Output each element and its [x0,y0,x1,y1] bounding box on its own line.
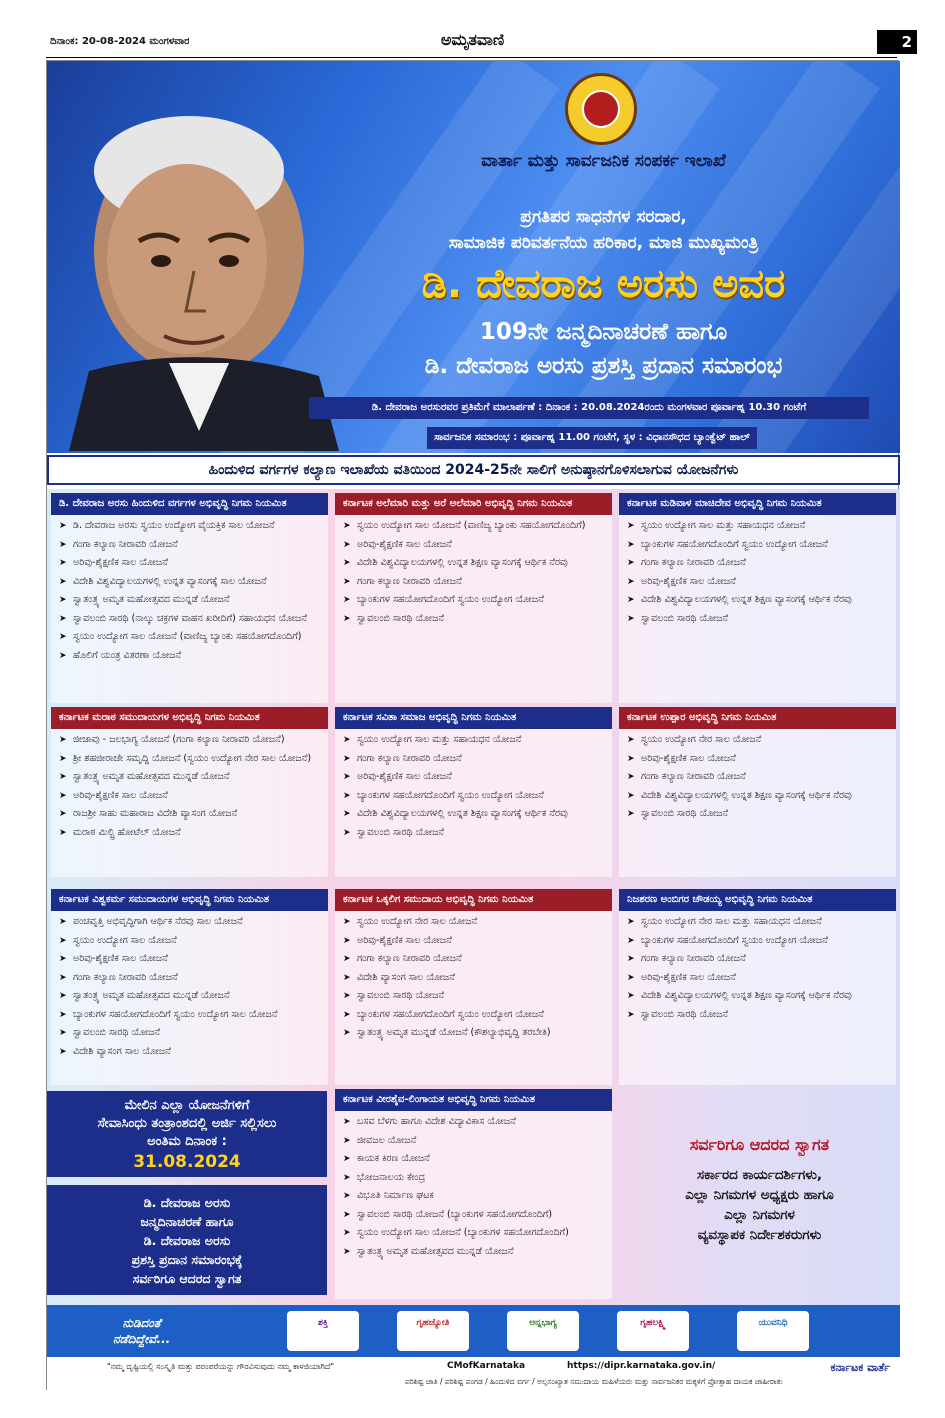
event-info-garland: ಡಿ. ದೇವರಾಜ ಅರಸುರವರ ಪ್ರತಿಮೆಗೆ ಮಾಲಾರ್ಪಣೆ : ದಿನಾಂಕ : 20.08.2024ರಂದು ಮಂಗಳವಾರ ಪೂರ್ವಾಹ್ನ 10.30 ಗಂಟೆಗೆ [309,397,869,419]
masthead-date: ದಿನಾಂಕ: 20-08-2024 ಮಂಗಳವಾರ [50,36,190,47]
invite-line: ಪ್ರಶಸ್ತಿ ಪ್ರದಾನ ಸಮಾರಂಭಕ್ಕೆ [131,1252,243,1267]
welcome-line: ವ್ಯವಸ್ಥಾಪಕ ನಿರ್ದೇಶಕರುಗಳು [697,1227,822,1243]
website-link[interactable]: https://dipr.karnataka.gov.in/ [567,1361,716,1371]
card-title: ಡಿ. ದೇವರಾಜ ಅರಸು ಹಿಂದುಳಿದ ವರ್ಗಗಳ ಅಭಿವೃದ್ಧಿ ನಿಗಮ ನಿಯಮಿತ [51,493,328,515]
list-item: ➤ ಗಂಗಾ ಕಲ್ಯಾಣ ನೀರಾವರಿ ಯೋಜನೆ [627,953,890,966]
list-item: ➤ ಗಂಗಾ ಕಲ್ಯಾಣ ನೀರಾವರಿ ಯೋಜನೆ [59,972,322,985]
list-item: ➤ ಬ್ಯಾಂಕುಗಳ ಸಹಯೋಗದೊಂದಿಗೆ ಸ್ವಯಂ ಉದ್ಯೋಗ ಯೋಜನೆ [343,594,606,607]
list-item: ➤ ಸ್ವಯಂ ಉದ್ಯೋಗ ಸಾಲ ಯೋಜನೆ (ವಾಣಿಜ್ಯ ಬ್ಯಾಂಕು ಸಹಯೋಗದೊಂದಿಗೆ) [59,631,322,644]
list-item: ➤ ಡಿ. ದೇವರಾಜ ಅರಸು ಸ್ವಯಂ ಉದ್ಯೋಗ ವೈಯಕ್ತಿಕ ಸಾಲ ಯೋಜನೆ [59,520,322,533]
footer-fine-print: ಪರಿಶಿಷ್ಟ ಜಾತಿ / ಪರಿಶಿಷ್ಟ ಪಂಗಡ / ಹಿಂದುಳಿದ ವರ್ಗ / ಅಲ್ಪಸಂಖ್ಯಾತ ಸಮುದಾಯ ಮಹಿಳೆಯರು ಮತ್ತು ಸಾರ್ವಜನಿಕರ ಮಕ್ಕಳಿಗೆ ಪ್ರೋತ್ಸಾಹ ದಾಯಕ ಜಾಹೀರಾತು [405,1377,783,1386]
list-item: ➤ ಸ್ವಾವಲಂಬಿ ಸಾರಥಿ ಯೋಜನೆ [627,808,890,821]
card-title: ಕರ್ನಾಟಕ ಉಪ್ಪಾರ ಅಭಿವೃದ್ಧಿ ನಿಗಮ ನಿಯಮಿತ [619,707,896,729]
list-item: ➤ ವಿದೇಶಿ ವಿಶ್ವವಿದ್ಯಾಲಯಗಳಲ್ಲಿ ಉನ್ನತ ಶಿಕ್ಷಣ ವ್ಯಾಸಂಗಕ್ಕೆ ಆರ್ಥಿಕ ನೆರವು [627,990,890,1003]
list-item: ➤ ವಿಭೂತಿ ನಿರ್ಮಾಣ ಘಟಕ [343,1190,606,1203]
list-item: ➤ ಅರಿವು-ಶೈಕ್ಷಣಿಕ ಸಾಲ ಯೋಜನೆ [627,753,890,766]
list-item: ➤ ಅರಿವು-ಶೈಕ್ಷಣಿಕ ಸಾಲ ಯೋಜನೆ [343,539,606,552]
welcome-line: ಸರ್ಕಾರದ ಕಾರ್ಯದರ್ಶಿಗಳು, [696,1167,823,1183]
list-item: ➤ ಸ್ವಾವಲಂಬಿ ಸಾರಥಿ ಯೋಜನೆ [343,990,606,1003]
list-item: ➤ ಸ್ವಾತಂತ್ರ್ಯ ಅಮೃತ ಮಹೋತ್ಸವದ ಮುನ್ನಡೆ ಯೋಜನೆ [59,990,322,1003]
list-item: ➤ ಸ್ವಾತಂತ್ರ್ಯ ಅಮೃತ ಮಹೋತ್ಸವದ ಮುನ್ನಡೆ ಯೋಜನೆ [59,594,322,607]
corporation-card [51,493,328,703]
list-item: ➤ ಬ್ಯಾಂಕುಗಳ ಸಹಯೋಗದೊಂದಿಗೆ ಸ್ವಯಂ ಉದ್ಯೋಗ ಯೋಜನೆ [627,935,890,948]
list-item: ➤ ವಿದೇಶಿ ವಿಶ್ವವಿದ್ಯಾಲಯಗಳಲ್ಲಿ ಉನ್ನತ ವ್ಯಾಸಂಗಕ್ಕೆ ಸಾಲ ಯೋಜನೆ [59,576,322,589]
slogan-line-2: ನಡೆದಿದ್ದೇವೆ... [113,1332,171,1346]
card-title: ಕರ್ನಾಟಕ ವೀರಶೈವ-ಲಿಂಗಾಯತ ಅಭಿವೃದ್ಧಿ ನಿಗಮ ನಿಯಮಿತ [335,1089,612,1111]
list-item: ➤ ಸ್ವಾತಂತ್ರ್ಯ ಅಮೃತ ಮಹೋತ್ಸವದ ಮುನ್ನಡೆ ಯೋಜನೆ [59,771,322,784]
list-item: ➤ ಸ್ವಯಂ ಉದ್ಯೋಗ ಸಾಲ ಮತ್ತು ಸಹಾಯಧನ ಯೋಜನೆ [343,734,606,747]
masthead [0,0,945,58]
corporation-card [51,889,328,1085]
invitation-box [47,1185,327,1295]
list-item: ➤ ವಿದೇಶಿ ವ್ಯಾಸಂಗ ಸಾಲ ಯೋಜನೆ [343,972,606,985]
welcome-line: ಎಲ್ಲಾ ನಿಗಮಗಳ ಅಧ್ಯಕ್ಷರು ಹಾಗೂ [685,1187,834,1203]
banner-line-2: ಸಾಮಾಜಿಕ ಪರಿವರ್ತನೆಯ ಹರಿಕಾರ, ಮಾಜಿ ಮುಖ್ಯಮಂತ್ರಿ [448,233,759,253]
list-item: ➤ ಸ್ವಾವಲಂಬಿ ಸಾರಥಿ ಯೋಜನೆ [627,613,890,626]
slogan [113,1315,170,1347]
corporation-card [335,889,612,1085]
list-item: ➤ ವಿದೇಶಿ ವ್ಯಾಸಂಗ ಸಾಲ ಯೋಜನೆ [59,1046,322,1059]
list-item: ➤ ಸ್ವಯಂ ಉದ್ಯೋಗ ನೇರ ಸಾಲ ಯೋಜನೆ [343,916,606,929]
social-handle[interactable]: CMofKarnataka [447,1361,526,1371]
footer-quote: "ನಮ್ಮ ದೃಷ್ಟಿಯಲ್ಲಿ ಸಂಸ್ಕೃತಿ ಮತ್ತು ಪರಂಪರೆಯನ್ನು ಗೌರವಿಸುವುದು ನಮ್ಮ ಕಾಳಜಿಯಾಗಿದೆ" [107,1362,335,1371]
list-item: ➤ ಗಂಗಾ ಕಲ್ಯಾಣ ನೀರಾವರಿ ಯೋಜನೆ [343,953,606,966]
list-item: ➤ ಅರಿವು-ಶೈಕ್ಷಣಿಕ ಸಾಲ ಯೋಜನೆ [59,790,322,803]
list-item: ➤ ಬಸವ ಬೆಳಗು ಹಾಗೂ ವಿದೇಶ ವಿದ್ಯಾವಿಕಾಸ ಯೋಜನೆ [343,1116,606,1129]
gruhalakshmi-logo-icon: ಗೃಹಲಕ್ಷ್ಮಿ [617,1311,689,1351]
corporation-card [335,707,612,877]
list-item: ➤ ಅರಿವು-ಶೈಕ್ಷಣಿಕ ಸಾಲ ಯೋಜನೆ [59,557,322,570]
deadline-line-3: ಅಂತಿಮ ದಿನಾಂಕ : [147,1134,227,1149]
corporation-card [335,1089,612,1299]
yuvanidhi-logo-icon: ಯುವನಿಧಿ [737,1311,809,1351]
karnataka-emblem-icon [565,73,637,145]
corporation-card [619,707,896,877]
deadline-line-1: ಮೇಲಿನ ಎಲ್ಲಾ ಯೋಜನೆಗಳಿಗೆ [124,1098,250,1113]
list-item: ➤ ಸ್ವಾವಲಂಬಿ ಸಾರಥಿ (ನಾಲ್ಕು ಚಕ್ರಗಳ ವಾಹನ ಖರೀದಿಗೆ) ಸಹಾಯಧನ ಯೋಜನೆ [59,613,322,626]
banner-line-5: ಡಿ. ದೇವರಾಜ ಅರಸು ಪ್ರಶಸ್ತಿ ಪ್ರದಾನ ಸಮಾರಂಭ [424,353,783,379]
list-item: ➤ ಸ್ವಾವಲಂಬಿ ಸಾರಥಿ ಯೋಜನೆ (ಬ್ಯಾಂಕುಗಳ ಸಹಯೋಗದೊಂದಿಗೆ) [343,1209,606,1222]
guarantee-logos-strip [47,1305,900,1357]
corporation-card [619,889,896,1085]
list-item: ➤ ಸ್ವಯಂ ಉದ್ಯೋಗ ಸಾಲ ಮತ್ತು ಸಹಾಯಧನ ಯೋಜನೆ [627,520,890,533]
deadline-line-2: ಸೇವಾಸಿಂಧು ತಂತ್ರಾಂಶದಲ್ಲಿ ಅರ್ಜಿ ಸಲ್ಲಿಸಲು [97,1116,277,1131]
corporation-card [335,493,612,703]
invite-line: ಡಿ. ದೇವರಾಜ ಅರಸು [143,1195,231,1210]
page-number: 2 [877,30,917,54]
list-item: ➤ ಮರಾಠ ಮಿಲ್ಟ್ರಿ ಹೋಟೆಲ್ ಯೋಜನೆ [59,827,322,840]
corporation-card [619,493,896,703]
list-item: ➤ ಸ್ವಾವಲಂಬಿ ಸಾರಥಿ ಯೋಜನೆ [343,613,606,626]
list-item: ➤ ಬ್ಯಾಂಕುಗಳ ಸಹಯೋಗದೊಂದಿಗೆ ಸ್ವಯಂ ಉದ್ಯೋಗ ಸಾಲ ಯೋಜನೆ [59,1009,322,1022]
list-item: ➤ ಸ್ವಯಂ ಉದ್ಯೋಗ ಸಾಲ ಯೋಜನೆ [59,935,322,948]
banner [47,61,900,453]
list-item: ➤ ಭೋಜನಾಲಯ ಕೇಂದ್ರ [343,1172,606,1185]
card-title: ಕರ್ನಾಟಕ ಮರಾಠ ಸಮುದಾಯಗಳ ಅಭಿವೃದ್ಧಿ ನಿಗಮ ನಿಯಮಿತ [51,707,328,729]
deadline-date: 31.08.2024 [133,1152,241,1172]
list-item: ➤ ಸ್ವಯಂ ಉದ್ಯೋಗ ನೇರ ಸಾಲ ಮತ್ತು ಸಹಾಯಧನ ಯೋಜನೆ [627,916,890,929]
list-item: ➤ ಗಂಗಾ ಕಲ್ಯಾಣ ನೀರಾವರಿ ಯೋಜನೆ [343,753,606,766]
list-item: ➤ ಶ್ರೀ ಶಹಜೀರಾಜೇ ಸಮೃದ್ಧಿ ಯೋಜನೆ (ಸ್ವಯಂ ಉದ್ಯೋಗ ನೇರ ಸಾಲ ಯೋಜನೆ) [59,753,322,766]
footer [47,1305,900,1391]
banner-name: ಡಿ. ದೇವರಾಜ ಅರಸು ಅವರ [421,261,786,307]
list-item: ➤ ಸ್ವಯಂ ಉದ್ಯೋಗ ಸಾಲ ಯೋಜನೆ (ವಾಣಿಜ್ಯ ಬ್ಯಾಂಕು ಸಹಯೋಗದೊಂದಿಗೆ) [343,520,606,533]
card-title: ಕರ್ನಾಟಕ ಒಕ್ಕಲಿಗ ಸಮುದಾಯ ಅಭಿವೃದ್ಧಿ ನಿಗಮ ನಿಯಮಿತ [335,889,612,911]
advertisement [46,60,899,1390]
list-item: ➤ ವಿದೇಶಿ ವಿಶ್ವವಿದ್ಯಾಲಯಗಳಲ್ಲಿ ಉನ್ನತ ಶಿಕ್ಷಣ ವ್ಯಾಸಂಗಕ್ಕೆ ಆರ್ಥಿಕ ನೆರವು [627,594,890,607]
list-item: ➤ ಸ್ವಾವಲಂಬಿ ಸಾರಥಿ ಯೋಜನೆ [343,827,606,840]
welcome-box [619,1097,900,1297]
list-item: ➤ ಅರಿವು-ಶೈಕ್ಷಣಿಕ ಸಾಲ ಯೋಜನೆ [343,771,606,784]
invite-line: ಜನ್ಮದಿನಾಚರಣೆ ಹಾಗೂ [140,1214,234,1229]
card-title: ಕರ್ನಾಟಕ ಸವಿತಾ ಸಮಾಜ ಅಭಿವೃದ್ಧಿ ನಿಗಮ ನಿಯಮಿತ [335,707,612,729]
list-item: ➤ ಗಂಗಾ ಕಲ್ಯಾಣ ನೀರಾವರಿ ಯೋಜನೆ [343,576,606,589]
portrait-image [69,101,339,451]
masthead-rule [46,57,897,58]
list-item: ➤ ಜೀಜಾವು - ಜಲಭಾಗ್ಯ ಯೋಜನೆ (ಗಂಗಾ ಕಲ್ಯಾಣ ನೀರಾವರಿ ಯೋಜನೆ) [59,734,322,747]
card-title: ಕರ್ನಾಟಕ ಅಲೆಮಾರಿ ಮತ್ತು ಅರೆ ಅಲೆಮಾರಿ ಅಭಿವೃದ್ಧಿ ನಿಗಮ ನಿಯಮಿತ [335,493,612,515]
list-item: ➤ ಗಂಗಾ ಕಲ್ಯಾಣ ನೀರಾವರಿ ಯೋಜನೆ [627,771,890,784]
list-item: ➤ ಸ್ವಾತಂತ್ರ್ಯ ಅಮೃತ ಮುನ್ನಡೆ ಯೋಜನೆ (ಕೌಶಲ್ಯಾಭಿವೃದ್ಧಿ ತರಬೇತಿ) [343,1027,606,1040]
corporation-card [51,707,328,877]
event-info-venue: ಸಾರ್ವಜನಿಕ ಸಮಾರಂಭ : ಪೂರ್ವಾಹ್ನ 11.00 ಗಂಟೆಗೆ, ಸ್ಥಳ : ವಿಧಾನಸೌಧದ ಬ್ಯಾಂಕ್ವೆಟ್ ಹಾಲ್ [427,427,757,449]
list-item: ➤ ಅರಿವು-ಶೈಕ್ಷಣಿಕ ಸಾಲ ಯೋಜನೆ [627,972,890,985]
footer-info-row [47,1357,900,1391]
masthead-paper-name: ಅಮೃತವಾಣಿ [440,30,505,49]
welcome-line: ಎಲ್ಲಾ ನಿಗಮಗಳ [724,1207,795,1223]
slogan-line-1: ನುಡಿದಂತೆ [122,1316,161,1330]
list-item: ➤ ಬ್ಯಾಂಕುಗಳ ಸಹಯೋಗದೊಂದಿಗೆ ಸ್ವಯಂ ಉದ್ಯೋಗ ಯೋಜನೆ [343,1009,606,1022]
annabhagya-logo-icon: ಅನ್ನಭಾಗ್ಯ [507,1311,579,1351]
department-name: ವಾರ್ತಾ ಮತ್ತು ಸಾರ್ವಜನಿಕ ಸಂಪರ್ಕ ಇಲಾಖೆ [481,151,726,171]
card-title: ಕರ್ನಾಟಕ ಮಡಿವಾಳ ಮಾಚಿದೇವ ಅಭಿವೃದ್ಧಿ ನಿಗಮ ನಿಯಮಿತ [619,493,896,515]
card-title: ಕರ್ನಾಟಕ ವಿಶ್ವಕರ್ಮ ಸಮುದಾಯಗಳ ಅಭಿವೃದ್ಧಿ ನಿಗಮ ನಿಯಮಿತ [51,889,328,911]
list-item: ➤ ಬ್ಯಾಂಕುಗಳ ಸಹಯೋಗದೊಂದಿಗೆ ಸ್ವಯಂ ಉದ್ಯೋಗ ಯೋಜನೆ [627,539,890,552]
list-item: ➤ ಅರಿವು-ಶೈಕ್ಷಣಿಕ ಸಾಲ ಯೋಜನೆ [343,935,606,948]
list-item: ➤ ಸ್ವಾವಲಂಬಿ ಸಾರಥಿ ಯೋಜನೆ [627,1009,890,1022]
banner-line-1: ಪ್ರಗತಿಪರ ಸಾಧನೆಗಳ ಸರದಾರ, [520,207,687,227]
karnataka-varthe-brand: ಕರ್ನಾಟಕ ವಾರ್ತೆ [830,1361,890,1374]
list-item: ➤ ಕಾಯಕ ಕಿರಣ ಯೋಜನೆ [343,1153,606,1166]
welcome-title: ಸರ್ವರಿಗೂ ಆದರದ ಸ್ವಾಗತ [689,1135,830,1154]
list-item: ➤ ಗಂಗಾ ಕಲ್ಯಾಣ ನೀರಾವರಿ ಯೋಜನೆ [627,557,890,570]
list-item: ➤ ವಿದೇಶಿ ವಿಶ್ವವಿದ್ಯಾಲಯಗಳಲ್ಲಿ ಉನ್ನತ ಶಿಕ್ಷಣ ವ್ಯಾಸಂಗಕ್ಕೆ ಆರ್ಥಿಕ ನೆರವು [343,557,606,570]
list-item: ➤ ಗಂಗಾ ಕಲ್ಯಾಣ ನೀರಾವರಿ ಯೋಜನೆ [59,539,322,552]
banner-line-4: 109ನೇ ಜನ್ಮದಿನಾಚರಣೆ ಹಾಗೂ [479,319,728,345]
list-item: ➤ ಸ್ವಯಂ ಉದ್ಯೋಗ ನೇರ ಸಾಲ ಯೋಜನೆ [627,734,890,747]
card-title: ನಿಜಶರಣ ಅಂಬಿಗರ ಚೌಡಯ್ಯ ಅಭಿವೃದ್ಧಿ ನಿಗಮ ನಿಯಮಿತ [619,889,896,911]
list-item: ➤ ಬ್ಯಾಂಕುಗಳ ಸಹಯೋಗದೊಂದಿಗೆ ಸ್ವಯಂ ಉದ್ಯೋಗ ಯೋಜನೆ [343,790,606,803]
list-item: ➤ ಅರಿವು-ಶೈಕ್ಷಣಿಕ ಸಾಲ ಯೋಜನೆ [627,576,890,589]
list-item: ➤ ಸ್ವಾತಂತ್ರ್ಯ ಅಮೃತ ಮಹೋತ್ಸವದ ಮುನ್ನಡೆ ಯೋಜನೆ [343,1246,606,1259]
list-item: ➤ ವಿದೇಶಿ ವಿಶ್ವವಿದ್ಯಾಲಯಗಳಲ್ಲಿ ಉನ್ನತ ಶಿಕ್ಷಣ ವ್ಯಾಸಂಗಕ್ಕೆ ಆರ್ಥಿಕ ನೆರವು [343,808,606,821]
deadline-box [47,1091,327,1177]
shakti-logo-icon: ಶಕ್ತಿ [287,1311,359,1351]
invite-line: ಸರ್ವರಿಗೂ ಆದರದ ಸ್ವಾಗತ [132,1271,242,1286]
list-item: ➤ ರಾಜಶ್ರೀ ಸಾಹು ಮಹಾರಾಜ ವಿದೇಶಿ ವ್ಯಾಸಂಗ ಯೋಜನೆ [59,808,322,821]
schemes-headline: ಹಿಂದುಳಿದ ವರ್ಗಗಳ ಕಲ್ಯಾಣ ಇಲಾಖೆಯ ವತಿಯಿಂದ 2024-25ನೇ ಸಾಲಿಗೆ ಅನುಷ್ಠಾನಗೊಳಿಸಲಾಗುವ ಯೋಜನೆಗಳು [47,455,900,485]
gruhajyothi-logo-icon: ಗೃಹಜ್ಯೋತಿ [397,1311,469,1351]
list-item: ➤ ಪಂಚವೃತ್ತಿ ಅಭಿವೃದ್ಧಿಗಾಗಿ ಆರ್ಥಿಕ ನೆರವು ಸಾಲ ಯೋಜನೆ [59,916,322,929]
list-item: ➤ ವಿದೇಶಿ ವಿಶ್ವವಿದ್ಯಾಲಯಗಳಲ್ಲಿ ಉನ್ನತ ಶಿಕ್ಷಣ ವ್ಯಾಸಂಗಕ್ಕೆ ಆರ್ಥಿಕ ನೆರವು [627,790,890,803]
list-item: ➤ ಸ್ವಾವಲಂಬಿ ಸಾರಥಿ ಯೋಜನೆ [59,1027,322,1040]
list-item: ➤ ಜೀವಜಲ ಯೋಜನೆ [343,1135,606,1148]
list-item: ➤ ಸ್ವಯಂ ಉದ್ಯೋಗ ಸಾಲ ಯೋಜನೆ (ಬ್ಯಾಂಕುಗಳ ಸಹಯೋಗದೊಂದಿಗೆ) [343,1227,606,1240]
list-item: ➤ ಹೊಲಿಗೆ ಯಂತ್ರ ವಿತರಣಾ ಯೋಜನೆ [59,650,322,663]
list-item: ➤ ಅರಿವು-ಶೈಕ್ಷಣಿಕ ಸಾಲ ಯೋಜನೆ [59,953,322,966]
invite-line: ಡಿ. ದೇವರಾಜ ಅರಸು [143,1233,231,1248]
